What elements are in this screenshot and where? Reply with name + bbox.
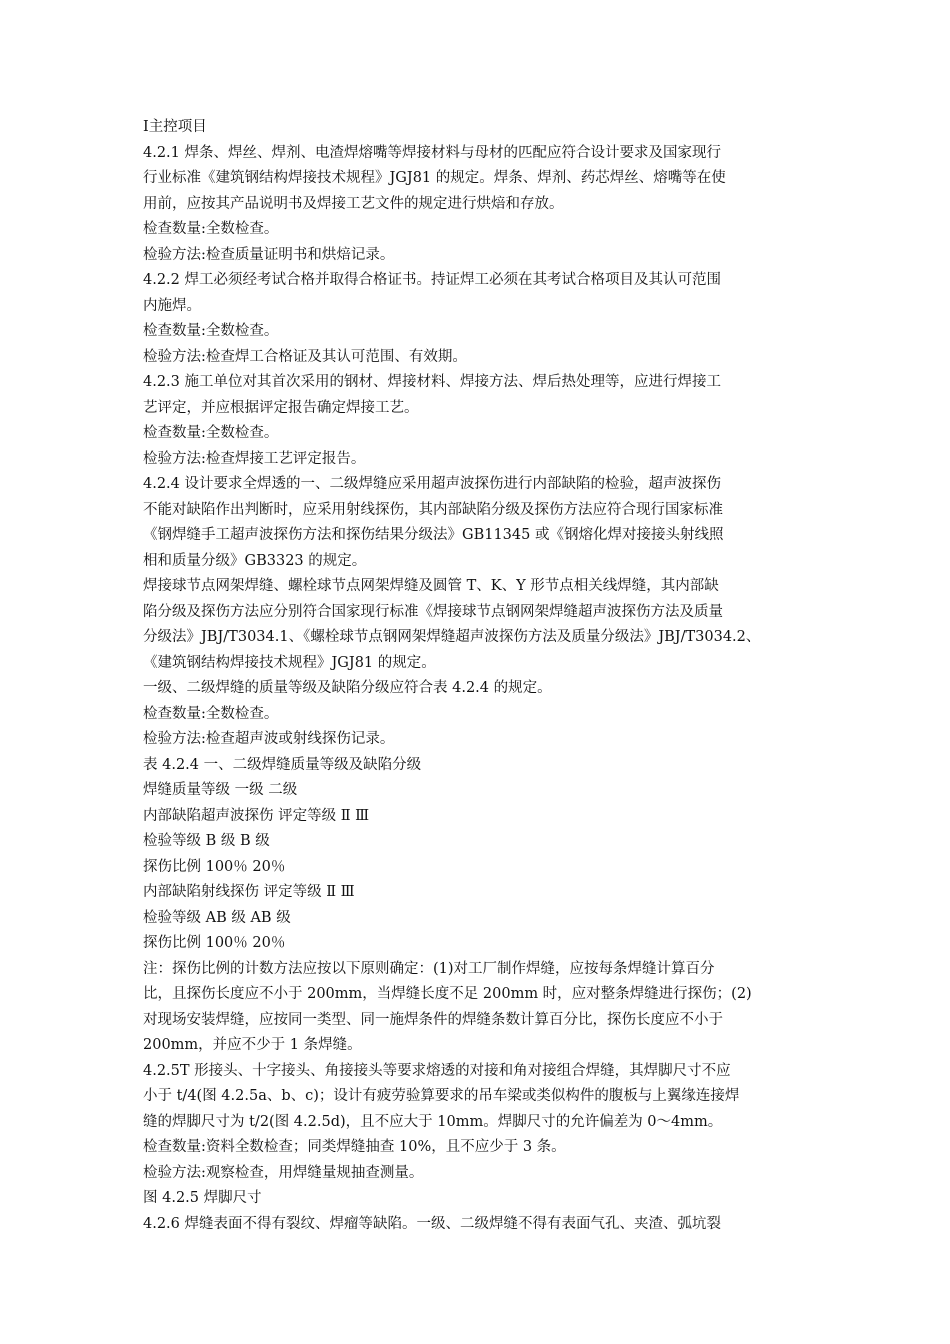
text-line: 4.2.4 设计要求全焊透的一、二级焊缝应采用超声波探伤进行内部缺陷的检验，超声波探伤 bbox=[143, 476, 721, 492]
text-line: 检查数量:全数检查。 bbox=[143, 425, 279, 441]
text-line: 《钢焊缝手工超声波探伤方法和探伤结果分级法》GB11345 或《钢熔化焊对接接头射线照 bbox=[143, 527, 724, 543]
document-page bbox=[143, 115, 813, 1237]
text-line: 陷分级及探伤方法应分别符合国家现行标准《焊接球节点钢网架焊缝超声波探伤方法及质量 bbox=[143, 603, 723, 620]
text-line: 对现场安装焊缝，应按同一类型、同一施焊条件的焊缝条数计算百分比，探伤长度应不小于 bbox=[143, 1011, 723, 1028]
text-line: 检验等级 AB 级 AB 级 bbox=[143, 909, 291, 926]
text-line: 检查数量:全数检查。 bbox=[143, 221, 279, 237]
text-line: 一级、二级焊缝的质量等级及缺陷分级应符合表 4.2.4 的规定。 bbox=[143, 680, 552, 696]
text-line: 用前，应按其产品说明书及焊接工艺文件的规定进行烘焙和存放。 bbox=[143, 195, 564, 212]
text-line: 相和质量分级》GB3323 的规定。 bbox=[143, 552, 367, 569]
text-line: 内部缺陷超声波探伤 评定等级 Ⅱ Ⅲ bbox=[143, 807, 370, 824]
text-line: 分级法》JBJ/T3034.1、《螺栓球节点钢网架焊缝超声波探伤方法及质量分级法》JBJ/T3034.2、 bbox=[143, 629, 761, 645]
text-line: 不能对缺陷作出判断时，应采用射线探伤，其内部缺陷分级及探伤方法应符合现行国家标准 bbox=[143, 501, 723, 518]
text-line: 检验方法:检查超声波或射线探伤记录。 bbox=[143, 731, 395, 747]
text-line: 图 4.2.5 焊脚尺寸 bbox=[143, 1190, 262, 1206]
text-line: 缝的焊脚尺寸为 t/2(图 4.2.5d)，且不应大于 10mm。焊脚尺寸的允许偏差为 0～4mm。 bbox=[143, 1113, 723, 1130]
text-line: 检验方法:检查焊接工艺评定报告。 bbox=[143, 450, 366, 467]
text-line: 4.2.2 焊工必须经考试合格并取得合格证书。持证焊工必须在其考试合格项目及其认可范围 bbox=[143, 272, 721, 288]
text-line: 内施焊。 bbox=[143, 297, 201, 314]
text-line: 4.2.3 施工单位对其首次采用的钢材、焊接材料、焊接方法、焊后热处理等，应进行焊接工 bbox=[143, 374, 721, 390]
text-line: 检验方法:观察检查，用焊缝量规抽查测量。 bbox=[143, 1164, 424, 1181]
text-line: 注：探伤比例的计数方法应按以下原则确定：(1)对工厂制作焊缝，应按每条焊缝计算百分 bbox=[143, 960, 715, 977]
text-line: 比，且探伤长度应不小于 200mm，当焊缝长度不足 200mm 时，应对整条焊缝进行探伤；(2) bbox=[143, 986, 752, 1002]
text-line: 焊缝质量等级 一级 二级 bbox=[143, 782, 298, 798]
text-line: 检查数量:全数检查。 bbox=[143, 705, 279, 722]
text-line: 行业标准《建筑钢结构焊接技术规程》JGJ81 的规定。焊条、焊剂、药芯焊丝、熔嘴等在使 bbox=[143, 170, 726, 186]
text-line: 4.2.5T 形接头、十字接头、角接接头等要求熔透的对接和角对接组合焊缝，其焊脚尺寸不应 bbox=[143, 1062, 731, 1079]
text-line: 焊接球节点网架焊缝、螺栓球节点网架焊缝及圆管 T、K、Y 形节点相关线焊缝，其内部缺 bbox=[143, 578, 719, 594]
text-line: 《建筑钢结构焊接技术规程》JGJ81 的规定。 bbox=[143, 654, 436, 671]
text-line: 200mm，并应不少于 1 条焊缝。 bbox=[143, 1037, 362, 1053]
text-line: 检查数量:资料全数检查；同类焊缝抽查 10%，且不应少于 3 条。 bbox=[143, 1139, 566, 1155]
text-line: 检验方法:检查焊工合格证及其认可范围、有效期。 bbox=[143, 348, 467, 365]
text-line: 艺评定，并应根据评定报告确定焊接工艺。 bbox=[143, 399, 419, 416]
text-line: 探伤比例 100％ 20％ bbox=[143, 935, 286, 951]
section-heading: Ⅰ主控项目 bbox=[143, 119, 207, 135]
text-line: 内部缺陷射线探伤 评定等级 Ⅱ Ⅲ bbox=[143, 884, 355, 900]
text-line: 表 4.2.4 一、二级焊缝质量等级及缺陷分级 bbox=[143, 756, 422, 773]
text-line: 检查数量:全数检查。 bbox=[143, 323, 279, 339]
text-line: 4.2.6 焊缝表面不得有裂纹、焊瘤等缺陷。一级、二级焊缝不得有表面气孔、夹渣、弧坑裂 bbox=[143, 1215, 721, 1232]
text-line: 检验方法:检查质量证明书和烘焙记录。 bbox=[143, 246, 395, 263]
text-line: 小于 t/4(图 4.2.5a、b、c)；设计有疲劳验算要求的吊车梁或类似构件的腹板与上翼缘连接焊 bbox=[143, 1088, 740, 1104]
text-line: 探伤比例 100％ 20％ bbox=[143, 858, 286, 875]
text-line: 检验等级 B 级 B 级 bbox=[143, 833, 270, 849]
text-line: 4.2.1 焊条、焊丝、焊剂、电渣焊熔嘴等焊接材料与母材的匹配应符合设计要求及国家现行 bbox=[143, 144, 721, 161]
